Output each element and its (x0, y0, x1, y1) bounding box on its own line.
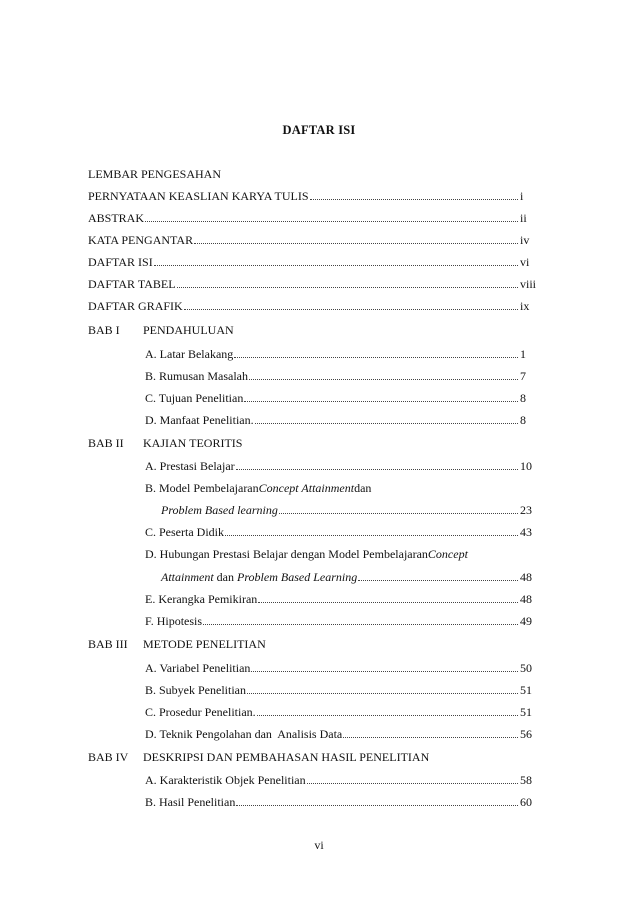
toc-entry-label-part: dan (213, 570, 237, 584)
toc-subentry[interactable] (145, 388, 520, 405)
toc-entry-label: B. Hasil Penelitian (145, 795, 236, 809)
toc-subentry[interactable] (145, 658, 520, 675)
toc-entry-label: F. Hipotesis (145, 614, 203, 628)
chapter-heading-bab-2[interactable] (88, 433, 520, 450)
dot-leader (247, 693, 518, 694)
toc-entry-label-part: B. Model Pembelajaran (145, 481, 259, 495)
dot-leader (236, 805, 518, 806)
dot-leader (145, 221, 518, 222)
toc-page-number: 51 (520, 683, 532, 697)
toc-subentry[interactable] (145, 792, 520, 809)
toc-entry-daftar-grafik[interactable] (88, 296, 520, 313)
toc-entry-label: PERNYATAAN KEASLIAN KARYA TULIS (88, 189, 309, 203)
dot-leader (358, 580, 518, 581)
toc-entry-lembar-pengesahan[interactable] (88, 164, 520, 181)
chapter-title: METODE PENELITIAN (143, 637, 266, 651)
dot-leader (307, 783, 518, 784)
toc-page-number: 8 (520, 413, 526, 427)
dot-leader (249, 379, 518, 380)
dot-leader (244, 401, 518, 402)
page-title: DAFTAR ISI (282, 123, 356, 137)
dot-leader (177, 287, 518, 288)
toc-subentry[interactable] (145, 366, 520, 383)
toc-entry-daftar-tabel[interactable] (88, 274, 520, 291)
dot-leader (184, 309, 518, 310)
dot-leader (343, 737, 518, 738)
dot-leader (310, 199, 519, 200)
toc-page-number: 56 (520, 727, 532, 741)
dot-leader (255, 423, 518, 424)
toc-page-number: 58 (520, 773, 532, 787)
toc-entry-label: ABSTRAK (88, 211, 145, 225)
toc-page-number: iv (520, 233, 530, 247)
toc-entry-label: KATA PENGANTAR (88, 233, 194, 247)
toc-subentry-first-line[interactable] (145, 544, 520, 561)
toc-entry-label: C. Peserta Didik (145, 525, 224, 539)
toc-subentry[interactable] (145, 770, 520, 787)
toc-entry-label-italic: Attainment (161, 570, 214, 584)
page-number-footer: vi (314, 838, 324, 852)
dot-leader (194, 243, 518, 244)
toc-subentry[interactable] (145, 410, 520, 427)
toc-page-number: 8 (520, 391, 526, 405)
toc-subentry[interactable] (145, 589, 520, 606)
toc-entry-label-italic: Problem Based Learning (237, 570, 358, 584)
toc-entry-label: A. Latar Belakang (145, 347, 234, 361)
toc-entry-label: C. Prosedur Penelitian. (145, 705, 256, 719)
toc-entry-label: B. Subyek Penelitian (145, 683, 246, 697)
chapter-heading-bab-3[interactable] (88, 634, 520, 651)
chapter-heading-bab-4[interactable] (88, 747, 520, 764)
chapter-number: BAB I (88, 323, 120, 337)
dot-leader (225, 535, 518, 536)
toc-entry-label-italic: Concept Attainment (258, 481, 355, 495)
toc-subentry-continuation[interactable] (161, 500, 520, 517)
toc-page-number: 10 (520, 459, 532, 473)
chapter-number: BAB IV (88, 750, 129, 764)
dot-leader (234, 357, 518, 358)
toc-entry-label-part: D. Hubungan Prestasi Belajar dengan Model Pembelajaran (145, 547, 428, 561)
toc-entry-label: B. Rumusan Masalah (145, 369, 248, 383)
toc-subentry-continuation[interactable] (161, 567, 520, 584)
toc-subentry[interactable] (145, 611, 520, 628)
toc-entry-pernyataan[interactable] (88, 186, 520, 203)
dot-leader (257, 715, 518, 716)
toc-page-number: i (520, 189, 524, 203)
toc-page-number: vi (520, 255, 530, 269)
toc-page-number: 50 (520, 661, 532, 675)
toc-entry-label: E. Kerangka Pemikiran (145, 592, 258, 606)
toc-page-number: ii (520, 211, 527, 225)
toc-subentry[interactable] (145, 702, 520, 719)
toc-entry-label: D. Manfaat Penelitian. (145, 413, 254, 427)
toc-entry-label-italic: Problem Based learning (161, 503, 278, 517)
toc-entry-label: D. Teknik Pengolahan dan Analisis Data (145, 727, 343, 741)
toc-entry-label: A. Prestasi Belajar (145, 459, 235, 473)
dot-leader (236, 469, 518, 470)
dot-leader (279, 513, 518, 514)
toc-entry-label: A. Variabel Penelitian (145, 661, 251, 675)
toc-subentry[interactable] (145, 522, 520, 539)
toc-page-number: 7 (520, 369, 526, 383)
toc-entry-label-italic: Concept (427, 547, 468, 561)
chapter-number: BAB III (88, 637, 128, 651)
toc-page-number: 1 (520, 347, 526, 361)
dot-leader (203, 624, 518, 625)
toc-entry-label: A. Karakteristik Objek Penelitian (145, 773, 306, 787)
chapter-number: BAB II (88, 436, 124, 450)
toc-entry-kata-pengantar[interactable] (88, 230, 520, 247)
toc-page-number: 23 (520, 503, 532, 517)
toc-entry-label: DAFTAR TABEL (88, 277, 176, 291)
toc-page-number: 60 (520, 795, 532, 809)
toc-page-number: 49 (520, 614, 532, 628)
toc-page-number: 51 (520, 705, 532, 719)
toc-entry-label: DAFTAR GRAFIK (88, 299, 183, 313)
toc-page-number: 48 (520, 570, 532, 584)
toc-subentry[interactable] (145, 344, 520, 361)
toc-entry-daftar-isi[interactable] (88, 252, 520, 269)
toc-entry-label-part: dan (354, 481, 372, 495)
toc-entry-label: DAFTAR ISI (88, 255, 153, 269)
toc-entry-label: LEMBAR PENGESAHAN (88, 167, 222, 181)
toc-page-number: 43 (520, 525, 532, 539)
chapter-title: KAJIAN TEORITIS (143, 436, 243, 450)
toc-page-number: ix (520, 299, 530, 313)
toc-subentry-first-line[interactable] (145, 478, 520, 495)
dot-leader (258, 602, 518, 603)
toc-page-number: 48 (520, 592, 532, 606)
toc-page-number: viii (520, 277, 537, 291)
chapter-heading-bab-1[interactable] (88, 320, 520, 337)
chapter-title: DESKRIPSI DAN PEMBAHASAN HASIL PENELITIAN (143, 750, 430, 764)
toc-subentry[interactable] (145, 456, 520, 473)
toc-entry-label: C. Tujuan Penelitian (145, 391, 244, 405)
dot-leader (154, 265, 518, 266)
chapter-title: PENDAHULUAN (143, 323, 234, 337)
toc-subentry[interactable] (145, 724, 520, 741)
dot-leader (251, 671, 518, 672)
toc-subentry[interactable] (145, 680, 520, 697)
toc-entry-abstrak[interactable] (88, 208, 520, 225)
